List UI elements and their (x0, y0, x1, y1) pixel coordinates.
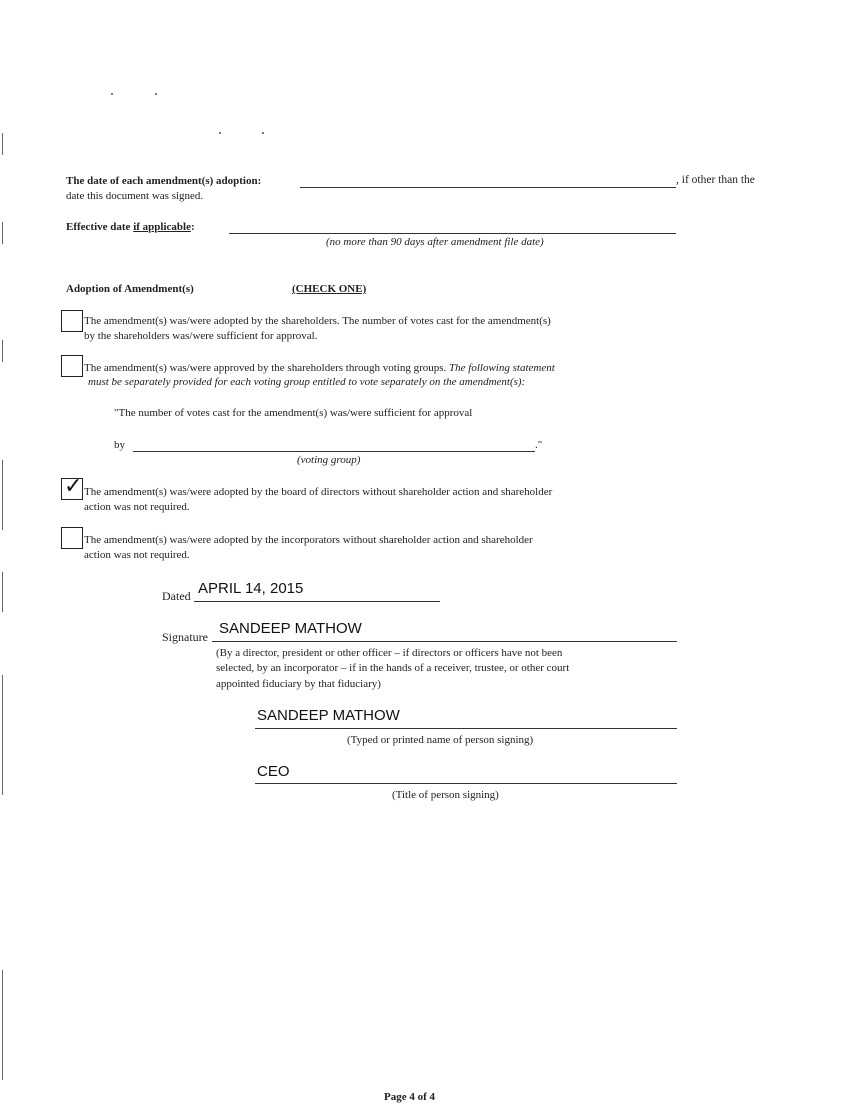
signature-note-line2: selected, by an incorporator – if in the hands of a receiver, trustee, or other court (216, 662, 570, 674)
signature-field-line (212, 641, 677, 642)
dated-field-line (194, 601, 440, 602)
scan-dot (111, 93, 113, 95)
adoption-date-field[interactable] (300, 187, 676, 188)
effective-date-label-underlined: if applicable (133, 221, 191, 233)
option-voting-groups-line1 (84, 362, 555, 374)
signature-note-line1: (By a director, president or other officer – if directors or officers have not been (216, 647, 563, 659)
option-voting-groups-line1-text: The amendment(s) was/were approved by the shareholders through voting groups. (84, 362, 447, 374)
signature-note-line3: appointed fiduciary by that fiduciary) (216, 678, 381, 690)
signature-label: Signature (162, 630, 208, 644)
option-board-line2: action was not required. (84, 501, 190, 513)
scan-artifact (2, 222, 3, 244)
dated-value[interactable]: APRIL 14, 2015 (198, 580, 304, 597)
voting-group-field[interactable] (133, 451, 535, 452)
option-voting-groups-line1-italic: The following statement (449, 362, 555, 374)
option-board-line1: The amendment(s) was/were adopted by the board of directors without shareholder action and shareholder (84, 486, 553, 498)
scan-artifact (2, 572, 3, 612)
signature-value[interactable]: SANDEEP MATHOW (219, 620, 362, 637)
scan-artifact (2, 970, 3, 1080)
effective-date-note: (no more than 90 days after amendment file date) (326, 236, 544, 248)
voting-group-end-quote: ." (535, 439, 543, 451)
page-number: Page 4 of 4 (384, 1091, 436, 1103)
effective-date-label-prefix: Effective date (66, 221, 134, 233)
effective-date-label-colon: : (190, 221, 195, 233)
voting-group-by: by (114, 439, 125, 451)
voting-group-caption: (voting group) (297, 454, 361, 466)
scan-dot (262, 132, 264, 134)
dated-label: Dated (162, 589, 191, 603)
title-value[interactable]: CEO (257, 763, 290, 780)
option-board-checkbox[interactable] (61, 474, 83, 500)
scan-dot (219, 132, 221, 134)
scan-artifact (2, 460, 3, 530)
printed-name-field-line (255, 728, 677, 729)
scan-artifact (2, 675, 3, 795)
option-incorporators-line2: action was not required. (84, 549, 190, 561)
checkmark-icon: ✓ (64, 474, 83, 499)
option-shareholders-checkbox[interactable] (61, 310, 83, 332)
scan-artifact (2, 133, 3, 155)
scan-dot (155, 93, 157, 95)
option-incorporators-checkbox[interactable] (61, 527, 83, 549)
option-voting-groups-checkbox[interactable] (61, 355, 83, 377)
printed-name-caption: (Typed or printed name of person signing) (347, 734, 534, 746)
adoption-date-suffix: , if other than the (676, 174, 755, 186)
option-incorporators-line1: The amendment(s) was/were adopted by the incorporators without shareholder action and shareholder (84, 534, 533, 546)
voting-group-quote: "The number of votes cast for the amendment(s) was/were sufficient for approval (114, 407, 473, 419)
scan-artifact (2, 340, 3, 362)
adoption-date-continuation: date this document was signed. (66, 190, 204, 202)
printed-name-value[interactable]: SANDEEP MATHOW (257, 707, 400, 724)
option-shareholders-line1: The amendment(s) was/were adopted by the shareholders. The number of votes cast for the amendment(s) (84, 315, 551, 327)
adoption-heading: Adoption of Amendment(s) (66, 283, 194, 295)
effective-date-label (66, 221, 195, 233)
title-caption: (Title of person signing) (392, 789, 499, 801)
check-one-label: (CHECK ONE) (292, 283, 367, 295)
adoption-date-label: The date of each amendment(s) adoption: (66, 175, 262, 187)
option-voting-groups-line2: must be separately provided for each voting group entitled to vote separately on the amendment(s): (88, 376, 526, 388)
option-shareholders-line2: by the shareholders was/were sufficient for approval. (84, 330, 318, 342)
effective-date-field[interactable] (229, 233, 676, 234)
title-field-line (255, 783, 677, 784)
